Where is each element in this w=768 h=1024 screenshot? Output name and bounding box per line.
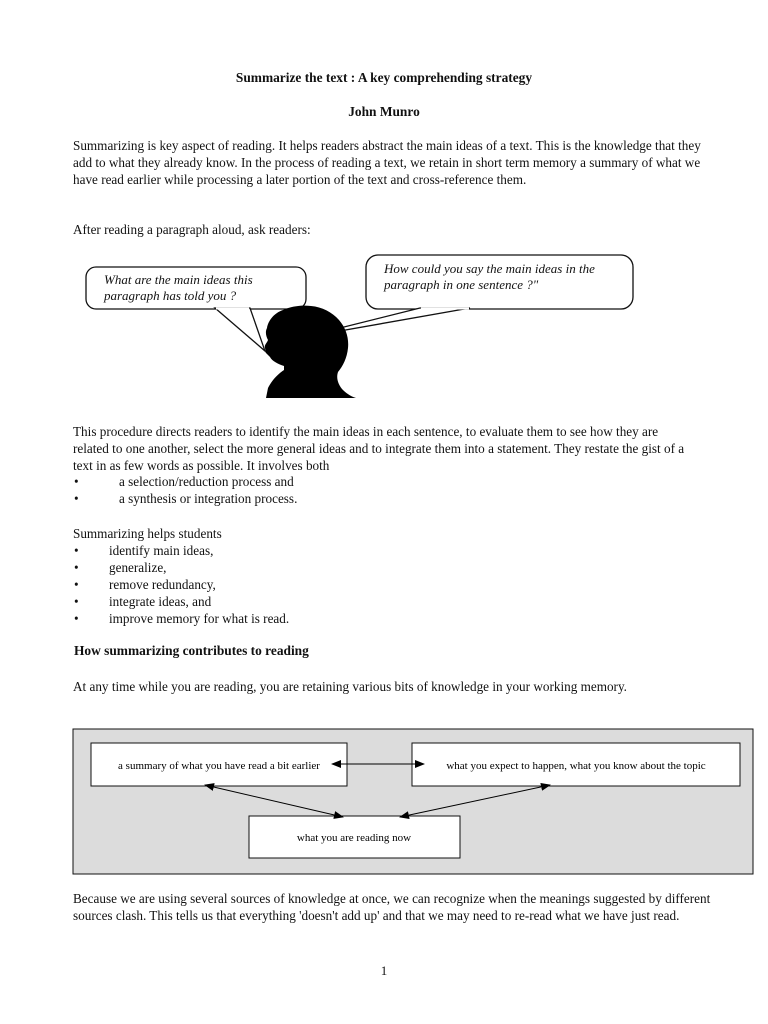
procedure-paragraph: This procedure directs readers to identify the main ideas in each sentence, to evaluate them to see how they are related to one another, select the more general ideas and to integrate them into a statement. They restate the gist of a text in as few words as possible. It involves both xyxy=(73,424,685,473)
list-item: • remove redundancy, xyxy=(74,577,216,592)
list-item: • identify main ideas, xyxy=(74,543,214,558)
intro-paragraph: Summarizing is key aspect of reading. It helps readers abstract the main ideas of a text. This is the knowledge that they add to what they already know. In the process of reading a text, we retain in short term memory a summary of what we have read earlier while processing a later portion of the text and cross-reference them. xyxy=(73,138,701,187)
page-number: 1 xyxy=(380,963,388,978)
expect-box-label: what you expect to happen, what you know about the topic xyxy=(446,760,706,772)
reading-now-box-label: what you are reading now xyxy=(296,832,412,844)
list-item: • improve memory for what is read. xyxy=(74,611,290,626)
working-memory-paragraph: At any time while you are reading, you are retaining various bits of knowledge in your working memory. xyxy=(73,679,627,694)
section-heading: How summarizing contributes to reading xyxy=(74,643,309,658)
helps-intro: Summarizing helps students xyxy=(73,526,222,541)
document-title: Summarize the text : A key comprehending strategy xyxy=(235,70,533,85)
after-reading-paragraph: After reading a paragraph aloud, ask readers: xyxy=(73,222,311,237)
left-bubble-text: What are the main ideas this paragraph has told you ? xyxy=(104,272,253,303)
list-item: • a selection/reduction process and xyxy=(74,474,294,489)
list-item: • a synthesis or integration process. xyxy=(74,491,298,506)
summary-box-label: a summary of what you have read a bit earlier xyxy=(118,760,320,772)
list-item: • generalize, xyxy=(74,560,167,575)
author-name: John Munro xyxy=(348,104,420,119)
list-item: • integrate ideas, and xyxy=(74,594,212,609)
right-bubble-text: How could you say the main ideas in the paragraph in one sentence ?" xyxy=(384,261,595,292)
conclusion-paragraph: Because we are using several sources of knowledge at once, we can recognize when the meanings suggested by different sources clash. This tells us that everything 'doesn't add up' and that we may need to re-read what we have just read. xyxy=(73,891,711,923)
